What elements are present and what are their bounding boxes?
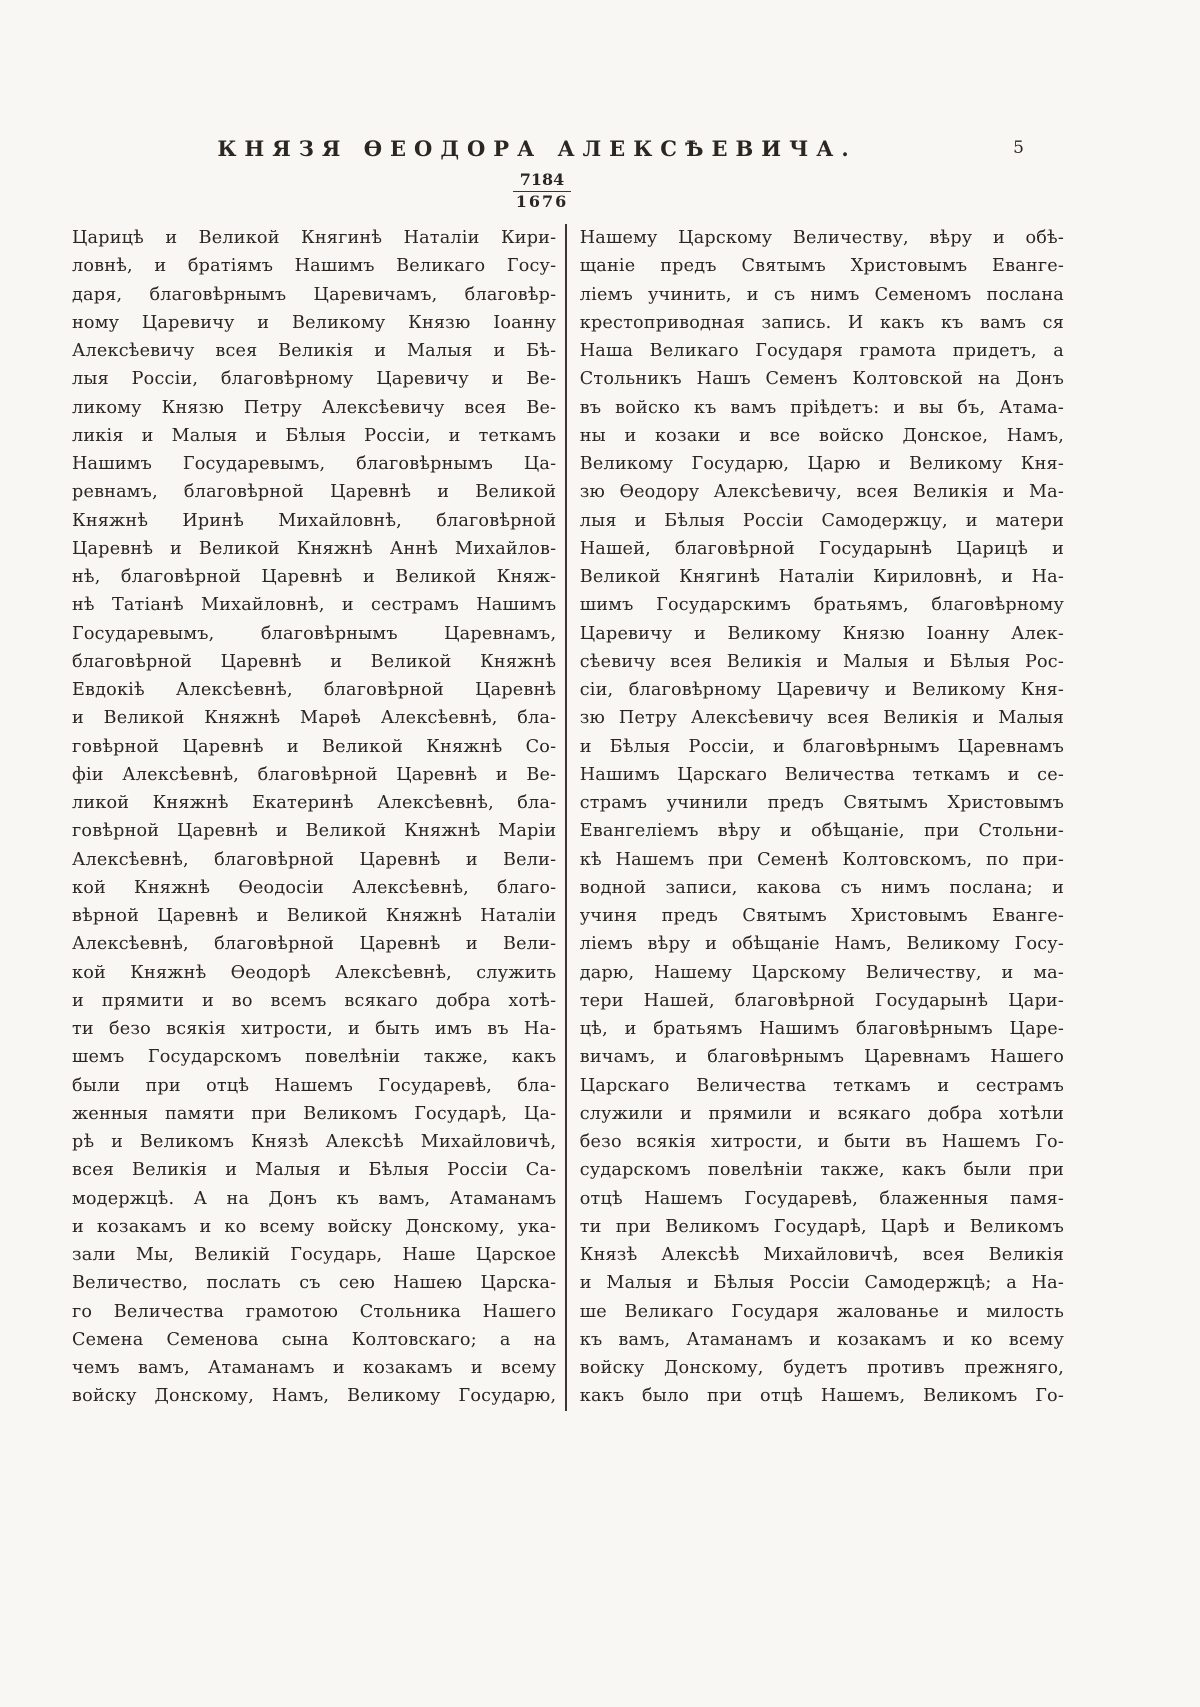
text-line: лыя Россіи, благовѣрному Царевичу и Ве- <box>72 369 557 390</box>
text-line: щаніе предъ Святымъ Христовымъ Еванге- <box>579 256 1064 277</box>
text-line: тери Нашей, благовѣрной Государынѣ Цари- <box>579 990 1064 1011</box>
date-denominator: 1676 <box>515 192 569 211</box>
text-line: го Величества грамотою Стольника Нашего <box>72 1301 557 1322</box>
text-line: Алексѣевнѣ, благовѣрной Царевнѣ и Вели- <box>72 849 557 870</box>
text-line: ликой Княжнѣ Екатеринѣ Алексѣевнѣ, бла- <box>72 793 557 813</box>
text-line: даря, благовѣрнымъ Царевичамъ, благовѣр- <box>72 284 557 305</box>
text-line: ликія и Малыя и Бѣлыя Россіи, и теткамъ <box>72 425 557 446</box>
text-line: и Малыя и Бѣлыя Россіи Самодержцѣ; а На- <box>579 1273 1064 1294</box>
text-line: Нашей, благовѣрной Государынѣ Царицѣ и <box>579 538 1064 559</box>
text-line: Стольникъ Нашъ Семенъ Колтовской на Донъ <box>579 369 1064 390</box>
text-line: и Великой Княжнѣ Марѳѣ Алексѣевнѣ, бла- <box>72 708 557 729</box>
text-line: ти при Великомъ Государѣ, Царѣ и Великомъ <box>579 1216 1064 1237</box>
text-line: чемъ вамъ, Атаманамъ и козакамъ и всему <box>72 1358 557 1378</box>
text-line: служили и прямили и всякаго добра хотѣли <box>579 1103 1064 1124</box>
text-line: зю Ѳеодору Алексѣевичу, всея Великія и Ма- <box>579 482 1064 503</box>
text-line: кой Княжнѣ Ѳеодорѣ Алексѣевнѣ, служить <box>72 962 557 983</box>
text-line: Царевнѣ и Великой Княжнѣ Аннѣ Михайлов- <box>72 538 557 559</box>
text-line: крестоприводная запись. И какъ къ вамъ ся <box>579 312 1064 333</box>
text-line: ше Великаго Государя жалованье и милость <box>579 1301 1064 1322</box>
text-line: безо всякія хитрости, и быти въ Нашемъ Го- <box>579 1132 1064 1152</box>
left-column <box>72 224 556 1411</box>
text-line: нѣ Татіанѣ Михайловнѣ, и сестрамъ Нашимъ <box>72 595 557 616</box>
text-line: кѣ Нашемъ при Семенѣ Колтовскомъ, по при- <box>579 849 1064 870</box>
text-line: Евангеліемъ вѣру и обѣщаніе, при Стольни- <box>579 821 1064 842</box>
text-line: сударскомъ повелѣніи также, какъ были при <box>579 1160 1064 1181</box>
text-line: женныя памяти при Великомъ Государѣ, Ца- <box>72 1103 557 1124</box>
text-line: Царевичу и Великому Князю Іоанну Алек- <box>579 623 1064 644</box>
text-line: шемъ Государскомъ повелѣніи также, какъ <box>72 1047 557 1068</box>
text-line: говѣрной Царевнѣ и Великой Княжнѣ Со- <box>72 736 557 757</box>
text-line: рѣ и Великомъ Князѣ Алексѣѣ Михайловичѣ, <box>72 1132 557 1152</box>
text-line: и прямити и во всемъ всякаго добра хотѣ- <box>72 990 557 1011</box>
text-line: благовѣрной Царевнѣ и Великой Княжнѣ <box>72 651 557 672</box>
text-line: Царскаго Величества теткамъ и сестрамъ <box>579 1075 1064 1096</box>
text-line: Алексѣевичу всея Великія и Малыя и Бѣ- <box>72 341 557 361</box>
text-line: ревнамъ, благовѣрной Царевнѣ и Великой <box>72 482 557 503</box>
text-line: въ войско къ вамъ пріѣдетъ: и вы бъ, Атама- <box>579 397 1064 418</box>
text-line: Великому Государю, Царю и Великому Кня- <box>579 454 1064 474</box>
text-columns <box>72 224 1064 1411</box>
page-header <box>72 136 1062 162</box>
text-line: Величество, послать съ сею Нашею Царска- <box>72 1273 557 1294</box>
text-line: Алексѣевнѣ, благовѣрной Царевнѣ и Вели- <box>72 934 557 955</box>
text-line: и козакамъ и ко всему войску Донскому, ука- <box>72 1216 557 1237</box>
text-line: цѣ, и братьямъ Нашимъ благовѣрнымъ Царе- <box>579 1019 1064 1039</box>
page-number: 5 <box>1013 138 1024 158</box>
text-line: Семена Семенова сына Колтовскаго; а на <box>72 1329 557 1350</box>
text-line: Князѣ Алексѣѣ Михайловичѣ, всея Великія <box>579 1245 1064 1265</box>
text-line: войску Донскому, будетъ противъ прежняго, <box>579 1358 1064 1378</box>
text-line: дарю, Нашему Царскому Величеству, и ма- <box>579 962 1064 983</box>
text-line: шимъ Государскимъ братьямъ, благовѣрному <box>579 595 1064 616</box>
text-line: войску Донскому, Намъ, Великому Государю, <box>72 1386 557 1407</box>
text-line: сѣевичу всея Великія и Малыя и Бѣлыя Рос- <box>579 651 1064 672</box>
text-line: Княжнѣ Иринѣ Михайловнѣ, благовѣрной <box>72 510 557 531</box>
text-line: модержцѣ. А на Донъ къ вамъ, Атаманамъ <box>72 1188 557 1209</box>
text-line: Евдокіѣ Алексѣевнѣ, благовѣрной Царевнѣ <box>72 680 557 700</box>
text-line: ликому Князю Петру Алексѣевичу всея Ве- <box>72 397 557 418</box>
date-numerator: 7184 <box>513 170 572 192</box>
right-column <box>580 224 1064 1411</box>
text-line: Наша Великаго Государя грамота придетъ, а <box>579 341 1064 361</box>
text-line: Государевымъ, благовѣрнымъ Царевнамъ, <box>72 623 557 644</box>
text-line: къ вамъ, Атаманамъ и козакамъ и ко всему <box>579 1329 1064 1350</box>
text-line: всея Великія и Малыя и Бѣлыя Россіи Са- <box>72 1160 557 1181</box>
text-line: Царицѣ и Великой Княгинѣ Наталіи Кири- <box>72 228 557 248</box>
text-line: Нашимъ Царскаго Величества теткамъ и се- <box>579 764 1064 785</box>
text-line: зали Мы, Великій Государь, Наше Царское <box>72 1245 557 1265</box>
text-line: Великой Княгинѣ Наталіи Кириловнѣ, и На- <box>579 567 1064 587</box>
column-divider-rule <box>565 224 567 1411</box>
text-line: сіи, благовѣрному Царевичу и Великому Кня- <box>579 680 1064 700</box>
text-line: ны и козаки и все войско Донское, Намъ, <box>579 425 1064 446</box>
text-line: нѣ, благовѣрной Царевнѣ и Великой Княж- <box>72 567 557 587</box>
text-line: ному Царевичу и Великому Князю Іоанну <box>72 312 557 333</box>
text-line: Нашему Царскому Величеству, вѣру и обѣ- <box>579 228 1064 248</box>
text-line: ловнѣ, и братіямъ Нашимъ Великаго Госу- <box>72 256 557 277</box>
text-line: лыя и Бѣлыя Россіи Самодержцу, и матери <box>579 510 1064 531</box>
text-line: отцѣ Нашемъ Государевѣ, блаженныя памя- <box>579 1188 1064 1209</box>
text-line: зю Петру Алексѣевичу всея Великія и Малыя <box>579 708 1064 729</box>
text-line: какъ было при отцѣ Нашемъ, Великомъ Го- <box>579 1386 1064 1407</box>
text-line: учиня предъ Святымъ Христовымъ Еванге- <box>579 906 1064 926</box>
text-line: страмъ учинили предъ Святымъ Христовымъ <box>579 793 1064 813</box>
text-line: Нашимъ Государевымъ, благовѣрнымъ Ца- <box>72 454 557 474</box>
text-line: ти безо всякія хитрости, и быть имъ въ На- <box>72 1019 557 1039</box>
text-line: вѣрной Царевнѣ и Великой Княжнѣ Наталіи <box>72 906 557 926</box>
text-line: были при отцѣ Нашемъ Государевѣ, бла- <box>72 1075 557 1096</box>
text-line: кой Княжнѣ Ѳеодосіи Алексѣевнѣ, благо- <box>72 877 557 898</box>
text-line: говѣрной Царевнѣ и Великой Княжнѣ Маріи <box>72 821 557 842</box>
text-line: водной записи, какова съ нимъ послана; и <box>579 877 1064 898</box>
text-line: ліемъ вѣру и обѣщаніе Намъ, Великому Госу- <box>579 934 1064 955</box>
running-title: КНЯЗЯ ѲЕОДОРА АЛЕКСѢЕВИЧА. <box>217 136 857 161</box>
text-line: и Бѣлыя Россіи, и благовѣрнымъ Царевнамъ <box>579 736 1064 757</box>
text-line: фіи Алексѣевнѣ, благовѣрной Царевнѣ и Ве- <box>72 764 557 785</box>
text-line: ліемъ учинить, и съ нимъ Семеномъ послана <box>579 284 1064 305</box>
text-line: вичамъ, и благовѣрнымъ Царевнамъ Нашего <box>579 1047 1064 1068</box>
date-fraction <box>72 170 1012 212</box>
